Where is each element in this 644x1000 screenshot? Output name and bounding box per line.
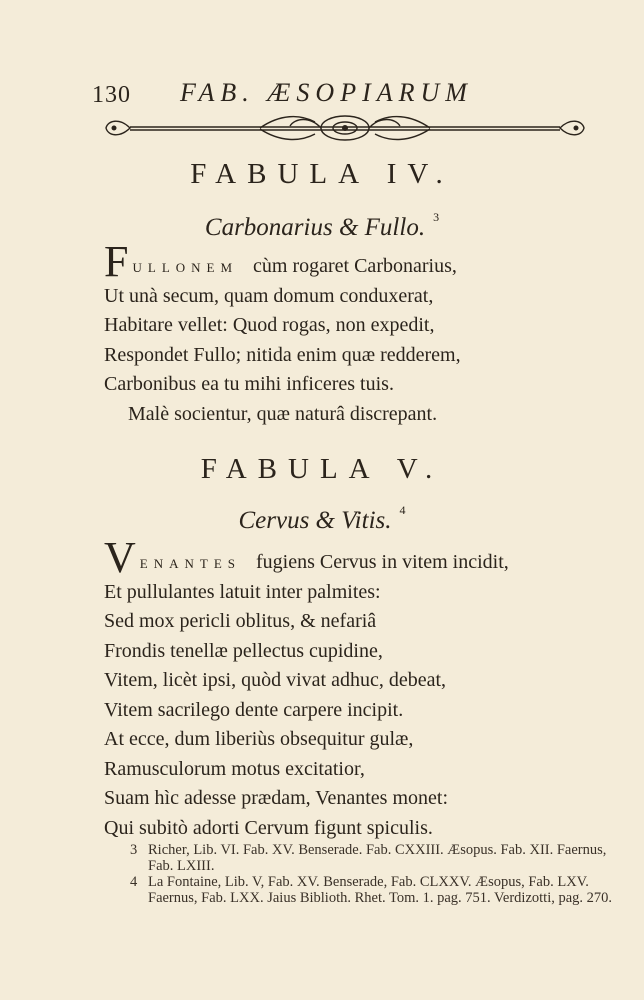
fable-5-subtitle bbox=[0, 503, 644, 535]
fable-5-note-ref: 4 bbox=[399, 503, 406, 517]
verse-line: Ramusculorum motus excitatior, bbox=[104, 757, 365, 780]
fable-5-subtitle-text: Cervus & Vitis. bbox=[238, 507, 392, 534]
footnote bbox=[130, 874, 630, 906]
verse-line: Vitem sacrilego dente carpere incipit. bbox=[104, 698, 404, 721]
verse-line: Respondet Fullo; nitida enim quæ redderem, bbox=[104, 343, 461, 366]
fable-4-note-ref: 3 bbox=[433, 210, 440, 224]
fable-5-small-caps: ENANTES bbox=[139, 556, 241, 571]
fable-5-heading: FABULA V. bbox=[200, 453, 444, 485]
footnote-text: Richer, Lib. VI. Fab. XV. Benserade. Fab. CXXIII. Æsopus. Fab. XII. Faernus, Fab. LXIII. bbox=[148, 842, 607, 874]
fable-4-small-caps: ULLONEM bbox=[132, 260, 239, 275]
verse-line bbox=[104, 237, 584, 286]
verse-line: Ut unà secum, quam domum conduxerat, bbox=[104, 284, 434, 307]
verse-line: Malè socientur, quæ naturâ discrepant. bbox=[128, 402, 438, 425]
page-number: 130 bbox=[92, 82, 131, 108]
fable-4-verse bbox=[104, 237, 584, 429]
verse-line: Frondis tenellæ pellectus cupidine, bbox=[104, 639, 383, 662]
footnote-number: 3 bbox=[130, 842, 138, 858]
fable-4-subtitle-text: Carbonarius & Fullo. bbox=[204, 214, 426, 241]
fable-4-drop-cap: F bbox=[104, 237, 129, 286]
running-title: FAB. ÆSOPIARUM bbox=[180, 78, 473, 107]
verse-line: Suam hìc adesse prædam, Venantes monet: bbox=[104, 787, 449, 809]
verse-line: Qui subitò adorti Cervum figunt spiculis. bbox=[104, 816, 433, 839]
verse-line: Et pullulantes latuit inter palmites: bbox=[104, 580, 381, 603]
fable-5-drop-cap: V bbox=[104, 533, 136, 582]
verse-line: Sed mox pericli oblitus, & nefariâ bbox=[104, 610, 377, 632]
footnote-text: La Fontaine, Lib. V, Fab. XV. Benserade, Fab. CLXXV. Æsopus, Fab. LXV. Faernus, Fab. LXX. Jaius Biblioth. Rhet. Tom. 1. pag. 751. Verdizotti, pag. 270. bbox=[148, 874, 613, 906]
fable-4-subtitle bbox=[0, 210, 644, 242]
fable-5-verse bbox=[104, 533, 584, 843]
verse-line: Carbonibus ea tu mihi inficeres tuis. bbox=[104, 373, 394, 395]
verse-line: At ecce, dum liberiùs obsequitur gulæ, bbox=[104, 728, 414, 750]
footnotes bbox=[130, 842, 630, 906]
verse-line: Habitare vellet: Quod rogas, non expedit, bbox=[104, 314, 435, 336]
footnote bbox=[130, 842, 630, 874]
verse-line-text: fugiens Cervus in vitem incidit, bbox=[251, 551, 509, 573]
running-head bbox=[92, 74, 512, 108]
verse-line: Vitem, licèt ipsi, quòd vivat adhuc, debeat, bbox=[104, 669, 447, 691]
verse-line bbox=[104, 533, 584, 582]
floral-rule-ornament-icon bbox=[100, 108, 590, 146]
fable-4-heading: FABULA IV. bbox=[190, 158, 454, 190]
footnote-number: 4 bbox=[130, 874, 138, 890]
verse-line-text: cùm rogaret Carbonarius, bbox=[248, 255, 457, 277]
